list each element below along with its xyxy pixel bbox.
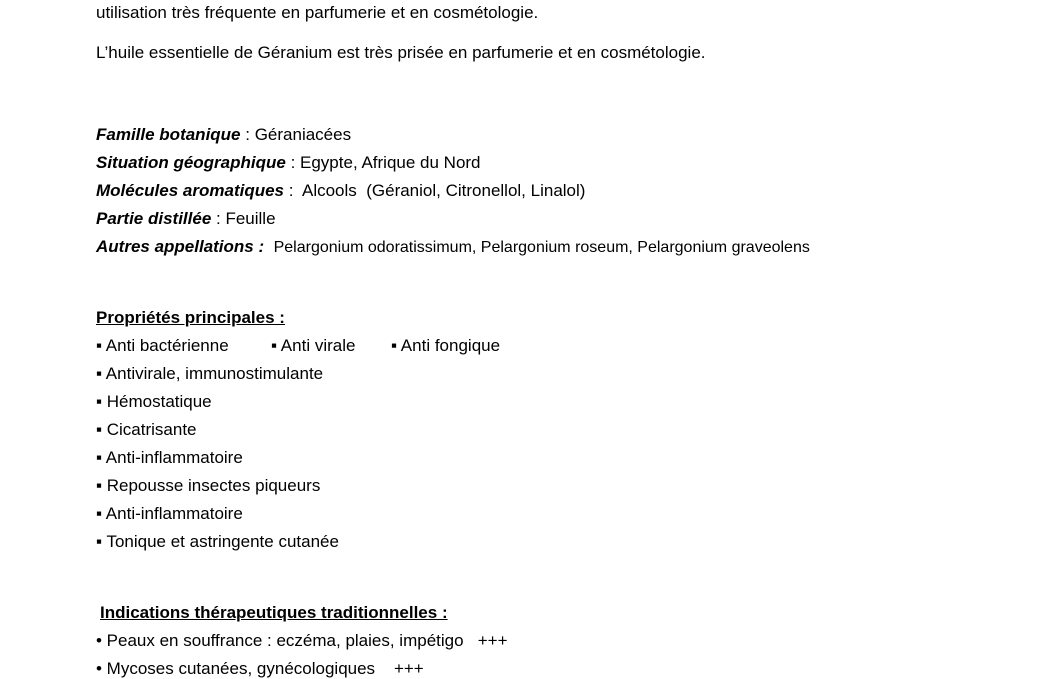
fact-separator	[264, 237, 273, 256]
fact-famille-botanique	[96, 125, 351, 145]
fact-label: Autres appellations :	[96, 237, 265, 256]
fact-label: Situation géographique	[96, 153, 286, 172]
intro-line-2: L’huile essentielle de Géranium est très prisée en parfumerie et en cosmétologie.	[96, 43, 706, 62]
property-item: ▪ Tonique et astringente cutanée	[96, 532, 339, 551]
property-item: ▪ Cicatrisante	[96, 420, 197, 439]
properties-row-1	[96, 336, 500, 356]
fact-molecules-aromatiques	[96, 181, 585, 201]
fact-value: Géraniacées	[254, 125, 352, 144]
properties-heading: Propriétés principales :	[96, 308, 285, 327]
property-item: ▪ Hémostatique	[96, 392, 212, 411]
intro-line-1: utilisation très fréquente en parfumerie et en cosmétologie.	[96, 3, 539, 22]
fact-separator: :	[240, 125, 255, 144]
indications-heading: Indications thérapeutiques traditionnelles :	[100, 603, 448, 622]
fact-value: Egypte, Afrique du Nord	[300, 153, 481, 172]
fact-label: Partie distillée	[96, 209, 212, 228]
fact-autres-appellations	[96, 237, 810, 258]
fact-value: Feuille	[225, 209, 276, 228]
property-item: ▪ Anti bactérienne	[96, 336, 229, 355]
fact-separator: :	[284, 181, 302, 200]
fact-situation-geographique	[96, 153, 481, 173]
property-item: ▪ Anti-inflammatoire	[96, 504, 243, 523]
fact-separator: :	[211, 209, 226, 228]
indication-item: • Mycoses cutanées, gynécologiques +++	[96, 659, 424, 678]
fact-label: Famille botanique	[96, 125, 241, 144]
fact-value: Pelargonium odoratissimum, Pelargonium roseum, Pelargonium graveolens	[273, 239, 810, 256]
property-item: ▪ Antivirale, immunostimulante	[96, 364, 324, 383]
indication-item: • Peaux en souffrance : eczéma, plaies, impétigo +++	[96, 631, 508, 650]
fact-label: Molécules aromatiques	[96, 181, 285, 200]
fact-separator: :	[285, 153, 301, 172]
fact-value: Alcools (Géraniol, Citronellol, Linalol)	[301, 181, 586, 200]
property-item: ▪ Anti fongique	[391, 336, 501, 355]
property-item: ▪ Anti-inflammatoire	[96, 448, 243, 467]
property-item: ▪ Repousse insectes piqueurs	[96, 476, 321, 495]
fact-partie-distillee	[96, 209, 276, 229]
property-item: ▪ Anti virale	[271, 336, 356, 355]
